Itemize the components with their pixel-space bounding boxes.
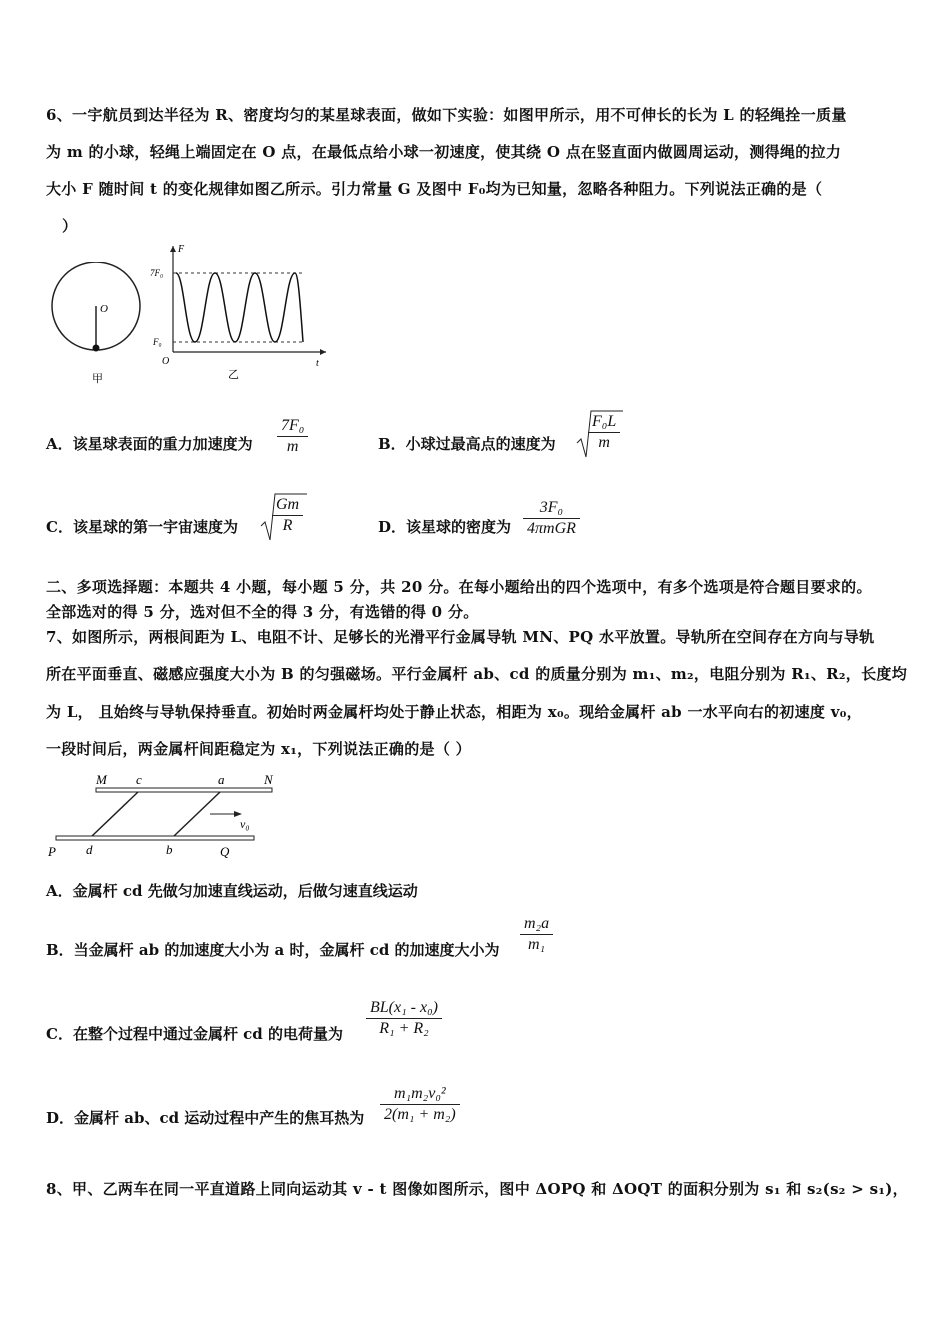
q6-option-a: A．该星球表面的重力加速度为: [46, 435, 253, 453]
q6-line-1: 6、一宇航员到达半径为 R、密度均匀的某星球表面，做如下实验：如图甲所示，用不可伸长的长为 L 的轻绳拴一质量: [46, 106, 847, 124]
top-level-label: 7F₀: [150, 268, 164, 278]
q6-line-4: ）: [62, 217, 78, 235]
label-d: d: [86, 842, 93, 857]
center-label: O: [100, 303, 108, 315]
label-m: M: [96, 772, 107, 787]
q7-option-a: A．金属杆 cd 先做匀加速直线运动，后做匀速直线运动: [46, 882, 418, 900]
q6-option-b-fraction: $\frac{\text{F₀L}}{m}$: [588, 412, 620, 453]
q7-option-b: B．当金属杆 ab 的加速度大小为 a 时，金属杆 cd 的加速度大小为: [46, 941, 500, 959]
label-a: a: [218, 772, 225, 787]
q8-line-1: 8、甲、乙两车在同一平直道路上同向运动其 v - t 图像如图所示，图中 ΔOPQ 和 ΔOQT 的面积分别为 s₁ 和 s₂(s₂ > s₁)，: [46, 1180, 908, 1198]
q6-option-c-fraction: $\frac{Gm}{R}$: [272, 495, 303, 536]
label-b: b: [166, 842, 173, 857]
q7-option-c-fraction: $\frac{\text{BL(x₁ - x₀)}}{\text{R₁ + R₂}}$: [366, 998, 442, 1039]
q7-line-4: 一段时间后，两金属杆间距稳定为 x₁，下列说法正确的是（ ）: [46, 740, 471, 758]
q7-option-b-fraction: $\frac{\text{m₂a}}{\text{m₁}}$: [520, 914, 553, 955]
q7-option-d: D．金属杆 ab、cd 运动过程中产生的焦耳热为: [46, 1109, 365, 1127]
label-n: N: [264, 772, 273, 787]
label-v0: v₀: [240, 817, 250, 831]
q6-option-b: B．小球过最高点的速度为: [378, 435, 556, 453]
label-c: c: [136, 772, 142, 787]
section2-line-2: 全部选对的得 5 分，选对但不全的得 3 分，有选错的得 0 分。: [46, 603, 479, 621]
figure-caption-jia: 甲: [92, 373, 103, 385]
y-axis-label: F: [178, 244, 185, 255]
q6-line-2: 为 m 的小球，轻绳上端固定在 O 点，在最低点给小球一初速度，使其绕 O 点在竖直面内做圆周运动，测得绳的拉力: [46, 143, 842, 161]
q6-option-d: D．该星球的密度为: [378, 518, 512, 536]
q7-line-1: 7、如图所示，两根间距为 L、电阻不计、足够长的光滑平行金属导轨 MN、PQ 水平放置。导轨所在空间存在方向与导轨: [46, 628, 875, 646]
q6-option-a-fraction: $\frac{\text{7F₀}}{m}$: [277, 416, 308, 457]
q7-line-2: 所在平面垂直、磁感应强度大小为 B 的匀强磁场。平行金属杆 ab、cd 的质量分别为 m₁、m₂，电阻分别为 R₁、R₂，长度均: [46, 665, 907, 683]
bottom-level-label: F₀: [153, 337, 162, 347]
label-q: Q: [220, 844, 230, 859]
q6-figure-circle: [48, 262, 148, 387]
q7-figure-rails: [44, 770, 284, 862]
q6-figure-graph: [148, 240, 333, 380]
x-axis-label: t: [316, 358, 319, 369]
q6-line-3: 大小 F 随时间 t 的变化规律如图乙所示。引力常量 G 及图中 F₀均为已知量，忽略各种阻力。下列说法正确的是（: [46, 180, 823, 198]
q7-option-c: C．在整个过程中通过金属杆 cd 的电荷量为: [46, 1025, 344, 1043]
q6-option-c: C．该星球的第一宇宙速度为: [46, 518, 238, 536]
origin-label: O: [162, 356, 170, 367]
section2-line-1: 二、多项选择题：本题共 4 小题，每小题 5 分，共 20 分。在每小题给出的四个选项中，有多个选项是符合题目要求的。: [46, 578, 872, 596]
label-p: P: [48, 844, 56, 859]
figure-caption-yi: 乙: [228, 369, 239, 380]
q7-line-3: 为 L， 且始终与导轨保持垂直。初始时两金属杆均处于静止状态，相距为 x₀。现给金属杆 ab 一水平向右的初速度 v₀，: [46, 703, 862, 721]
q7-option-d-fraction: $\frac{\text{m₁m₂v₀²}}{\text{2(m₁ + m₂)}}$: [380, 1084, 460, 1125]
q6-option-d-fraction: 3F₀ 4πmGR: [523, 498, 580, 539]
